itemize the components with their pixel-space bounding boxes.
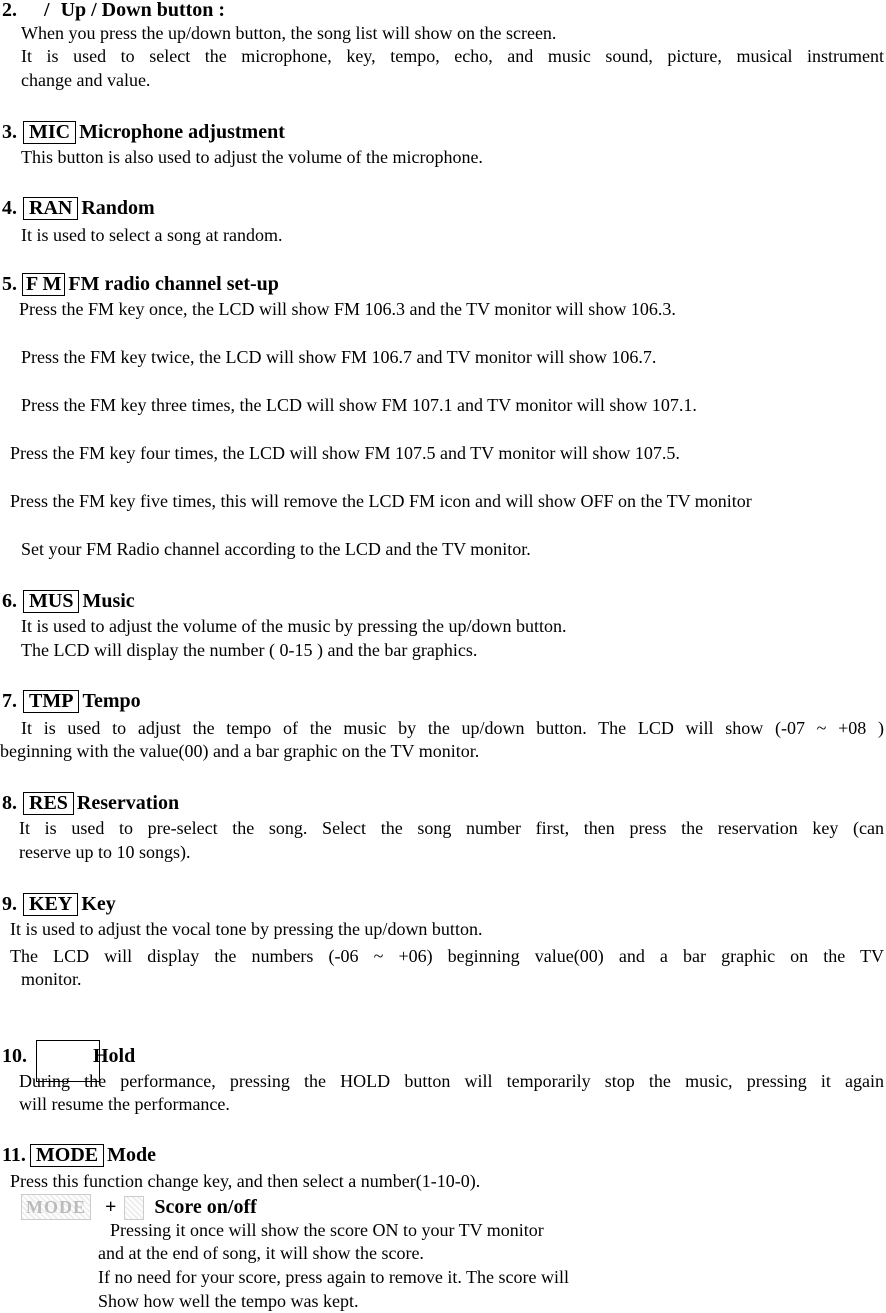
fm-key-label: F M [22, 273, 65, 296]
section-7-line-1: It is used to adjust the tempo of the music by the up/down button. The LCD will show (-07 ~ +08 ) [21, 718, 884, 738]
section-number: 2. [2, 0, 17, 21]
mus-key-label: MUS [23, 590, 79, 613]
res-key-label: RES [23, 792, 74, 815]
score-line-2: and at the end of song, it will show the score. [98, 1243, 424, 1263]
section-8-line-2: reserve up to 10 songs). [19, 842, 191, 862]
section-title: Hold [93, 1045, 136, 1067]
section-4-heading [2, 196, 155, 220]
section-5-heading [2, 272, 279, 296]
section-6-line-1: It is used to adjust the volume of the music by pressing the up/down button. [21, 616, 567, 636]
section-5-line-5: Press the FM key five times, this will remove the LCD FM icon and will show OFF on the TV monitor [10, 491, 752, 511]
mic-key-label: MIC [23, 121, 76, 144]
section-3-heading [2, 120, 285, 144]
section-number: 5. [2, 273, 17, 295]
section-6-heading [2, 589, 135, 613]
mode-key-faded: MODE [21, 1194, 91, 1220]
section-10-line-2: will resume the performance. [19, 1094, 230, 1114]
section-6-line-2: The LCD will display the number ( 0-15 ) and the bar graphics. [21, 640, 478, 660]
score-line-1: Pressing it once will show the score ON to your TV monitor [110, 1220, 544, 1240]
section-10-line-1: During the performance, pressing the HOLD button will temporarily stop the music, pressing it again [19, 1071, 884, 1091]
section-5-line-2: Press the FM key twice, the LCD will show FM 106.7 and TV monitor will show 106.7. [21, 347, 657, 367]
section-number: 11. [2, 1144, 26, 1166]
key-key-label: KEY [23, 893, 78, 916]
section-title: Up / Down button : [60, 0, 226, 21]
section-4-line-1: It is used to select a song at random. [21, 225, 283, 245]
section-5-line-1: Press the FM key once, the LCD will show FM 106.3 and the TV monitor will show 106.3. [19, 299, 676, 319]
section-2-line-1: When you press the up/down button, the song list will show on the screen. [21, 23, 557, 43]
mode-key-label: MODE [30, 1144, 104, 1167]
section-number: 4. [2, 197, 17, 219]
section-9-line-3: monitor. [21, 969, 82, 989]
section-9-line-1: It is used to adjust the vocal tone by pressing the up/down button. [10, 919, 483, 939]
score-title: Score on/off [154, 1196, 257, 1218]
plus-sign: + [105, 1196, 117, 1218]
section-2-heading [2, 0, 225, 22]
section-title: Key [81, 893, 116, 915]
section-5-line-3: Press the FM key three times, the LCD will show FM 107.1 and TV monitor will show 107.1. [21, 395, 697, 415]
section-3-line-1: This button is also used to adjust the volume of the microphone. [21, 147, 483, 167]
section-9-line-2: The LCD will display the numbers (-06 ~ +06) beginning value(00) and a bar graphic on the TV [10, 946, 884, 966]
section-8-line-1: It is used to pre-select the song. Select the song number first, then press the reservation key (can [19, 818, 884, 838]
section-5-line-4: Press the FM key four times, the LCD will show FM 107.5 and TV monitor will show 107.5. [10, 443, 680, 463]
section-number: 3. [2, 121, 17, 143]
section-2-line-2: It is used to select the microphone, key, tempo, echo, and music sound, picture, musical instrument [21, 46, 884, 66]
section-10-heading [2, 1044, 135, 1068]
slash-glyph: / [44, 0, 50, 21]
section-11-heading [2, 1143, 156, 1167]
section-title: Reservation [76, 792, 180, 814]
score-line-3: If no need for your score, press again to remove it. The score will [98, 1267, 570, 1287]
section-9-heading [2, 892, 116, 916]
section-number: 8. [2, 792, 17, 814]
section-number: 6. [2, 590, 17, 612]
section-title: Mode [107, 1144, 157, 1166]
tmp-key-label: TMP [23, 690, 79, 713]
section-title: FM radio channel set-up [68, 273, 279, 295]
score-line-4: Show how well the tempo was kept. [98, 1291, 359, 1311]
section-number: 10. [2, 1045, 27, 1067]
score-combo-heading [21, 1194, 257, 1220]
section-title: Music [82, 590, 135, 612]
section-11-line-1: Press this function change key, and then select a number(1-10-0). [10, 1171, 481, 1191]
section-title: Microphone adjustment [79, 121, 285, 143]
ran-key-label: RAN [23, 197, 78, 220]
section-8-heading [2, 791, 179, 815]
number-key-faded [124, 1196, 144, 1220]
section-2-line-3: change and value. [21, 70, 151, 90]
section-5-line-6: Set your FM Radio channel according to the LCD and the TV monitor. [21, 539, 531, 559]
section-7-line-2: beginning with the value(00) and a bar graphic on the TV monitor. [0, 741, 480, 761]
section-number: 9. [2, 893, 17, 915]
section-title: Tempo [82, 690, 141, 712]
section-title: Random [81, 197, 155, 219]
section-7-heading [2, 689, 141, 713]
section-number: 7. [2, 690, 17, 712]
